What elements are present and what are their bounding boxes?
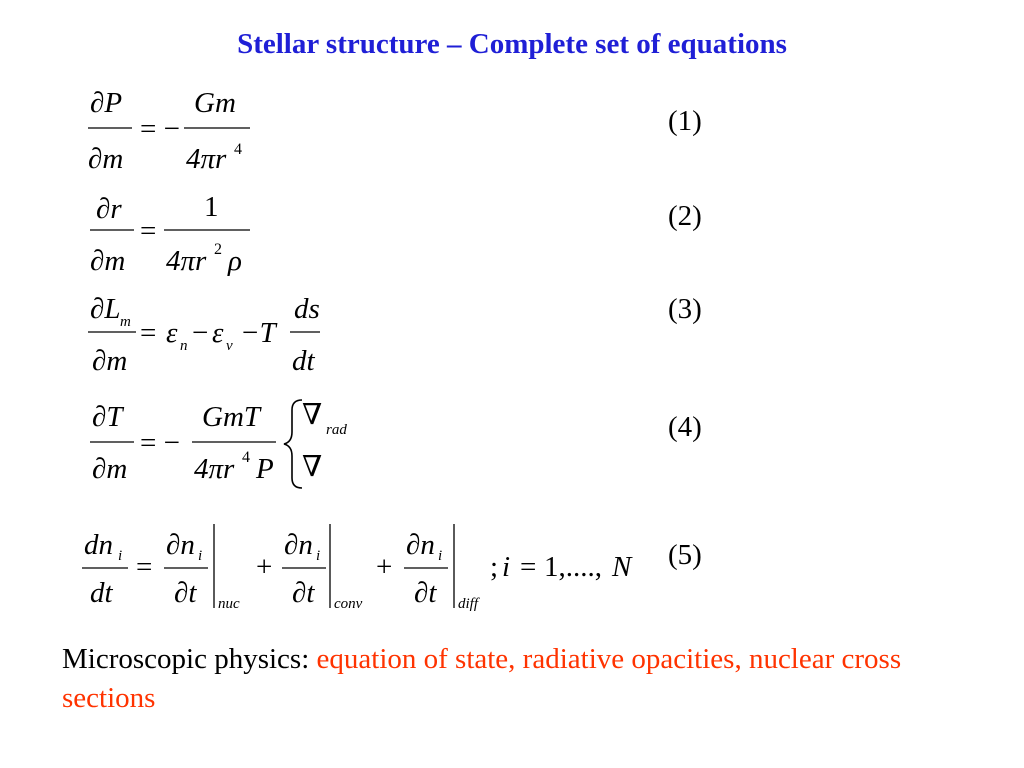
eq2-lhs-numerator: ∂r — [96, 193, 122, 225]
eq2-rhs-numerator: 1 — [204, 191, 219, 223]
eq3-epsilon-nu-subscript: ν — [226, 338, 233, 354]
eq3-lhs-subscript: m — [120, 314, 131, 330]
eq5-lhs-subscript: i — [118, 548, 123, 564]
equation-1 — [80, 88, 280, 188]
eq5-diff-numerator: ∂n — [406, 529, 435, 561]
footer-label: Microscopic physics: — [62, 643, 317, 675]
eq3-epsilon-nu: ε — [212, 317, 224, 349]
eq3-epsilon-n: ε — [166, 317, 178, 349]
eq5-nuc-subscript-i: i — [198, 548, 203, 564]
eq3-frac-denominator: dt — [292, 345, 315, 377]
eq5-lhs-denominator: dt — [90, 577, 113, 609]
equation-5 — [80, 522, 650, 630]
eq4-lhs-denominator: ∂m — [92, 453, 128, 485]
eq5-conv-denominator: ∂t — [292, 577, 315, 609]
equation-3-number: (3) — [668, 293, 702, 325]
eq5-diff-denominator: ∂t — [414, 577, 437, 609]
eq4-lhs-numerator: ∂T — [92, 401, 123, 433]
equation-5-svg — [80, 522, 650, 622]
eq3-minus-T: −T — [240, 317, 276, 349]
eq1-lhs-denominator: ∂m — [88, 143, 124, 175]
eq5-equals: = — [136, 551, 153, 583]
equation-2 — [80, 190, 280, 290]
eq5-plus-1: + — [256, 551, 273, 583]
eq4-rhs-denominator: 4πr — [194, 453, 235, 485]
equation-2-number: (2) — [668, 200, 702, 232]
eq5-index-N: N — [612, 551, 632, 583]
eq5-diff-label: diff — [458, 596, 479, 612]
eq1-rhs-exponent: 4 — [234, 141, 242, 158]
eq5-nuc-numerator: ∂n — [166, 529, 195, 561]
eq3-frac-numerator: ds — [294, 293, 320, 325]
eq5-nuc-label: nuc — [218, 596, 240, 612]
eq3-lhs-denominator: ∂m — [92, 345, 128, 377]
eq1-sign: = − — [140, 113, 180, 145]
equation-4-number: (4) — [668, 411, 702, 443]
eq1-lhs-numerator: ∂P — [90, 87, 123, 119]
eq4-sign: = − — [140, 427, 180, 459]
eq1-rhs-numerator: Gm — [194, 87, 236, 119]
eq5-lhs-numerator: dn — [84, 529, 113, 561]
eq2-rhs-rho: ρ — [228, 245, 242, 277]
footer-highlight: equation of state, radiative opacities, nuclear cross sections — [62, 643, 902, 714]
eq5-index-i: i — [502, 551, 511, 583]
eq4-rhs-numerator: GmT — [202, 401, 261, 433]
eq3-epsilon-n-subscript: n — [180, 338, 188, 354]
equation-2-svg — [80, 190, 280, 282]
eq4-case1-subscript: rad — [326, 422, 347, 438]
eq5-semicolon: ; — [490, 551, 499, 583]
equation-5-number: (5) — [668, 539, 702, 571]
eq2-lhs-denominator: ∂m — [90, 245, 126, 277]
eq5-index-equals: = — [520, 551, 537, 583]
equation-1-number: (1) — [668, 105, 702, 137]
eq2-rhs-denominator: 4πr — [166, 245, 207, 277]
eq5-conv-subscript-i: i — [316, 548, 321, 564]
eq5-conv-label: conv — [334, 596, 363, 612]
microscopic-physics-note — [62, 640, 962, 718]
equation-1-svg — [80, 88, 280, 180]
equation-4-svg — [80, 396, 380, 496]
eq5-conv-numerator: ∂n — [284, 529, 313, 561]
equation-3 — [80, 290, 340, 390]
eq4-rhs-P: P — [256, 453, 274, 485]
eq3-equals: = — [140, 317, 157, 349]
slide-title: Stellar structure – Complete set of equations — [237, 28, 787, 60]
eq4-case1-nabla: ∇ — [302, 399, 323, 431]
eq3-lhs-numerator: ∂L — [90, 293, 121, 325]
eq2-sign: = — [140, 215, 157, 247]
eq5-plus-2: + — [376, 551, 393, 583]
eq4-case2-nabla: ∇ — [302, 451, 323, 483]
equation-3-svg — [80, 290, 340, 382]
eq4-case-brace — [284, 400, 302, 488]
eq5-index-range: 1,...., — [544, 551, 602, 583]
equation-4 — [80, 396, 380, 504]
eq3-minus: − — [192, 317, 209, 349]
eq1-rhs-denominator: 4πr — [186, 143, 227, 175]
eq5-nuc-denominator: ∂t — [174, 577, 197, 609]
eq5-diff-subscript-i: i — [438, 548, 443, 564]
eq2-rhs-exponent: 2 — [214, 241, 222, 258]
eq4-rhs-exponent: 4 — [242, 449, 250, 466]
